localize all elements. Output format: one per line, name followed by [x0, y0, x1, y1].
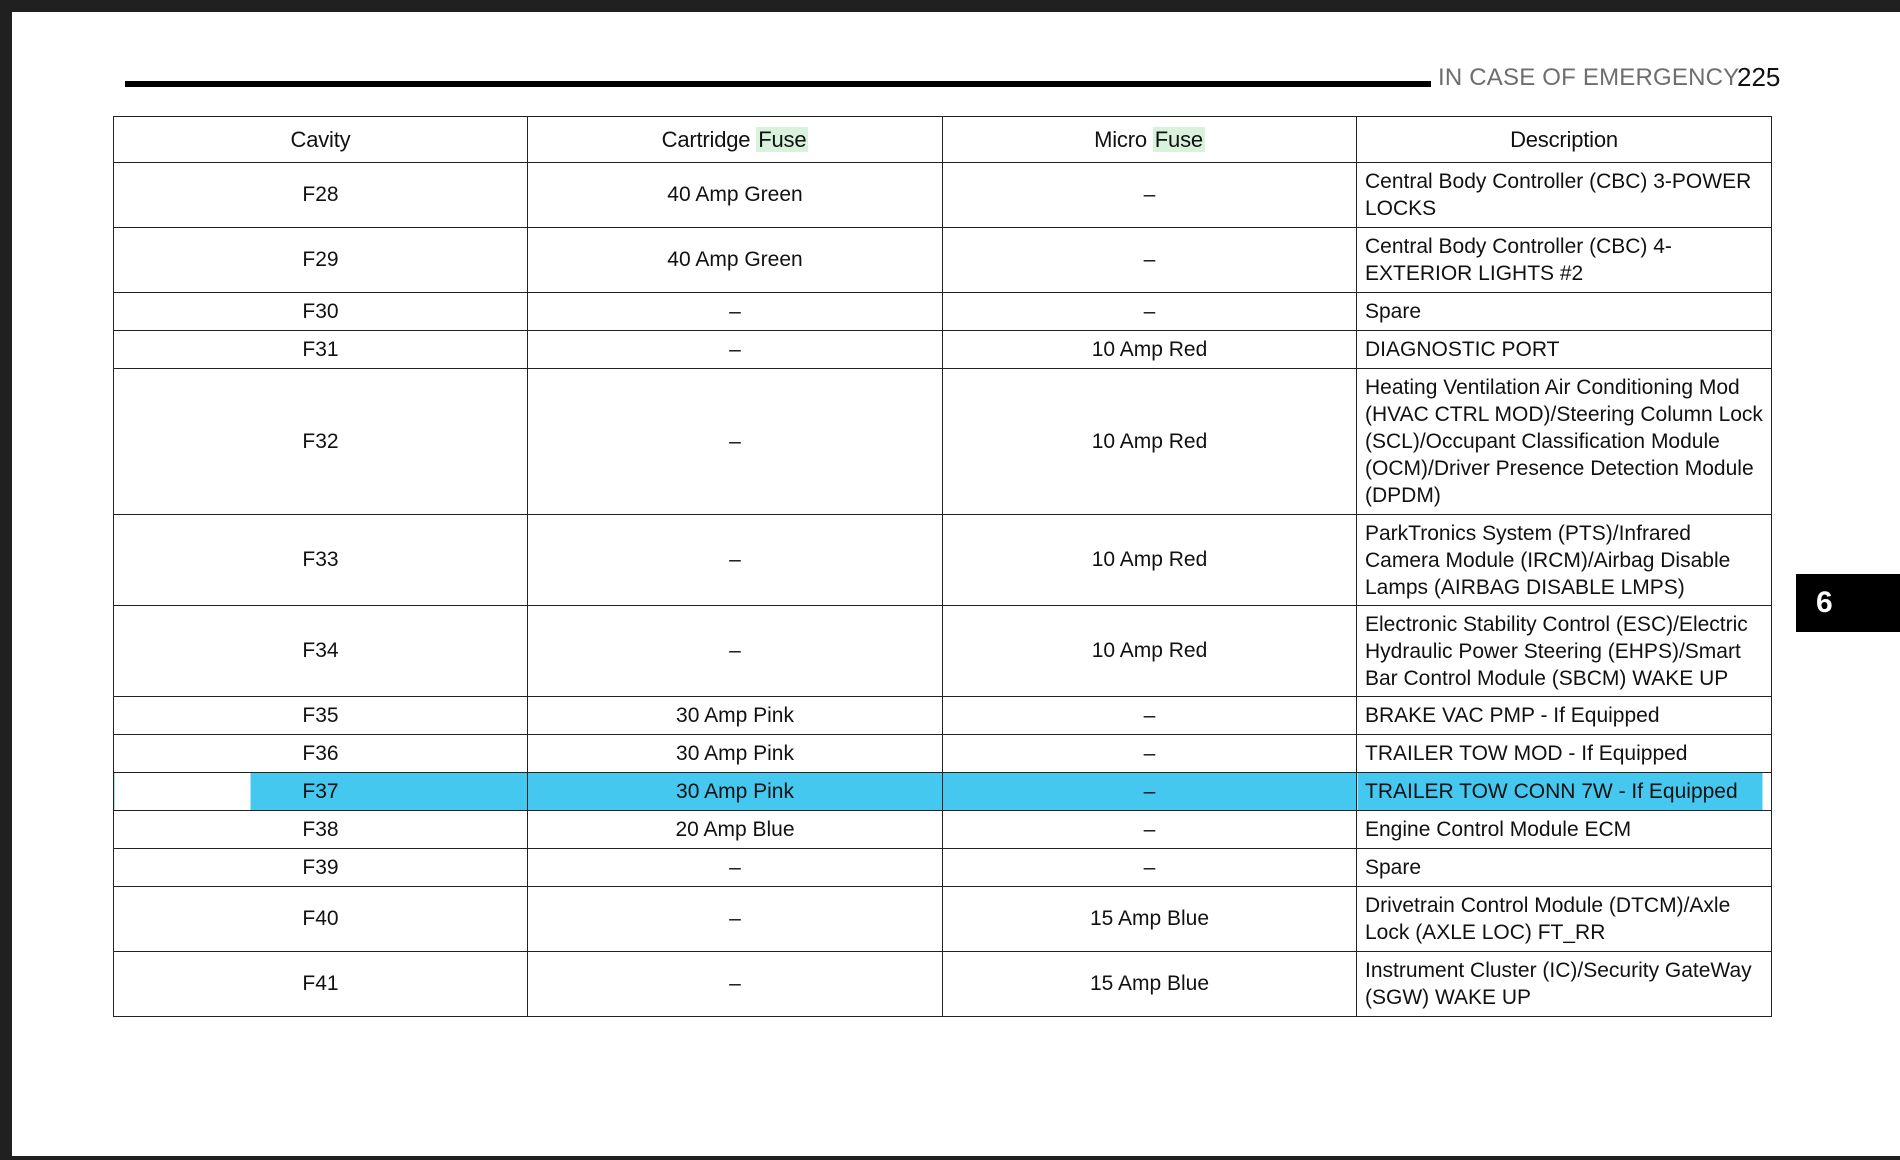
table-row: [114, 606, 1772, 697]
column-header-micro-fuse: Micro Fuse: [943, 117, 1357, 163]
page-number: 225: [1737, 62, 1781, 92]
cavity-cell: F39: [114, 849, 528, 887]
table-row-selected[interactable]: [114, 773, 1772, 811]
micro-fuse-cell: 10 Amp Red: [943, 369, 1357, 515]
table-row: [114, 228, 1772, 293]
description-cell: Spare: [1357, 293, 1772, 331]
cartridge-fuse-cell: 40 Amp Green: [528, 163, 943, 228]
table-row: [114, 331, 1772, 369]
header-rule: [125, 81, 1431, 87]
table-row: [114, 697, 1772, 735]
description-cell: Heating Ventilation Air Conditioning Mod (HVAC CTRL MOD)/Steering Column Lock (SCL)/Occupant Classification Module (OCM)/Driver Presence Detection Module (DPDM): [1357, 369, 1772, 515]
micro-fuse-cell: –: [943, 735, 1357, 773]
cavity-cell: F28: [114, 163, 528, 228]
description-cell: TRAILER TOW MOD - If Equipped: [1357, 735, 1772, 773]
column-header-cavity: Cavity: [114, 117, 528, 163]
description-cell: Drivetrain Control Module (DTCM)/Axle Lock (AXLE LOC) FT_RR: [1357, 887, 1772, 952]
micro-fuse-cell: –: [943, 293, 1357, 331]
table-row: [114, 811, 1772, 849]
micro-fuse-cell: –: [943, 773, 1357, 811]
cartridge-fuse-cell: –: [528, 952, 943, 1017]
fuse-table: [113, 116, 1772, 1017]
micro-fuse-cell: 15 Amp Blue: [943, 887, 1357, 952]
cavity-cell: F29: [114, 228, 528, 293]
cartridge-fuse-cell: 40 Amp Green: [528, 228, 943, 293]
description-cell: Electronic Stability Control (ESC)/Electric Hydraulic Power Steering (EHPS)/Smart Bar Control Module (SBCM) WAKE UP: [1357, 606, 1772, 697]
cavity-cell: F31: [114, 331, 528, 369]
cavity-cell: F34: [114, 606, 528, 697]
micro-fuse-cell: 10 Amp Red: [943, 606, 1357, 697]
cartridge-fuse-cell: –: [528, 606, 943, 697]
search-match-highlight: Fuse: [758, 126, 807, 152]
description-cell: Engine Control Module ECM: [1357, 811, 1772, 849]
cartridge-fuse-cell: –: [528, 369, 943, 515]
cavity-cell: F37: [114, 773, 528, 811]
micro-fuse-cell: 10 Amp Red: [943, 331, 1357, 369]
description-cell: Spare: [1357, 849, 1772, 887]
micro-fuse-cell: –: [943, 163, 1357, 228]
description-cell: TRAILER TOW CONN 7W - If Equipped: [1357, 773, 1772, 811]
cavity-cell: F32: [114, 369, 528, 515]
cavity-cell: F36: [114, 735, 528, 773]
micro-fuse-cell: 10 Amp Red: [943, 515, 1357, 606]
chapter-tab[interactable]: 6: [1796, 574, 1900, 632]
cavity-cell: F41: [114, 952, 528, 1017]
micro-fuse-cell: –: [943, 697, 1357, 735]
description-cell: Instrument Cluster (IC)/Security GateWay (SGW) WAKE UP: [1357, 952, 1772, 1017]
micro-fuse-cell: –: [943, 228, 1357, 293]
section-title: IN CASE OF EMERGENCY: [1438, 64, 1740, 91]
cartridge-fuse-cell: –: [528, 849, 943, 887]
cartridge-fuse-cell: –: [528, 293, 943, 331]
description-cell: BRAKE VAC PMP - If Equipped: [1357, 697, 1772, 735]
cartridge-fuse-cell: 20 Amp Blue: [528, 811, 943, 849]
table-row: [114, 887, 1772, 952]
cartridge-fuse-cell: 30 Amp Pink: [528, 773, 943, 811]
cavity-cell: F30: [114, 293, 528, 331]
cavity-cell: F35: [114, 697, 528, 735]
cavity-cell: F38: [114, 811, 528, 849]
description-cell: Central Body Controller (CBC) 3-POWER LOCKS: [1357, 163, 1772, 228]
search-match-highlight: Fuse: [1154, 126, 1203, 152]
micro-fuse-cell: –: [943, 849, 1357, 887]
table-row: [114, 515, 1772, 606]
table-row: [114, 369, 1772, 515]
cartridge-fuse-cell: 30 Amp Pink: [528, 697, 943, 735]
table-header-row: [114, 117, 1772, 163]
column-header-cartridge-fuse: Cartridge Fuse: [528, 117, 943, 163]
table-row: [114, 849, 1772, 887]
cartridge-fuse-cell: –: [528, 515, 943, 606]
table-row: [114, 163, 1772, 228]
table-row: [114, 952, 1772, 1017]
micro-fuse-cell: –: [943, 811, 1357, 849]
cavity-cell: F33: [114, 515, 528, 606]
micro-fuse-cell: 15 Amp Blue: [943, 952, 1357, 1017]
description-cell: Central Body Controller (CBC) 4-EXTERIOR LIGHTS #2: [1357, 228, 1772, 293]
cartridge-fuse-cell: 30 Amp Pink: [528, 735, 943, 773]
description-cell: ParkTronics System (PTS)/Infrared Camera Module (IRCM)/Airbag Disable Lamps (AIRBAG DISABLE LMPS): [1357, 515, 1772, 606]
description-cell: DIAGNOSTIC PORT: [1357, 331, 1772, 369]
cavity-cell: F40: [114, 887, 528, 952]
table-row: [114, 293, 1772, 331]
cartridge-fuse-cell: –: [528, 887, 943, 952]
cartridge-fuse-cell: –: [528, 331, 943, 369]
column-header-description: Description: [1357, 117, 1772, 163]
table-row: [114, 735, 1772, 773]
